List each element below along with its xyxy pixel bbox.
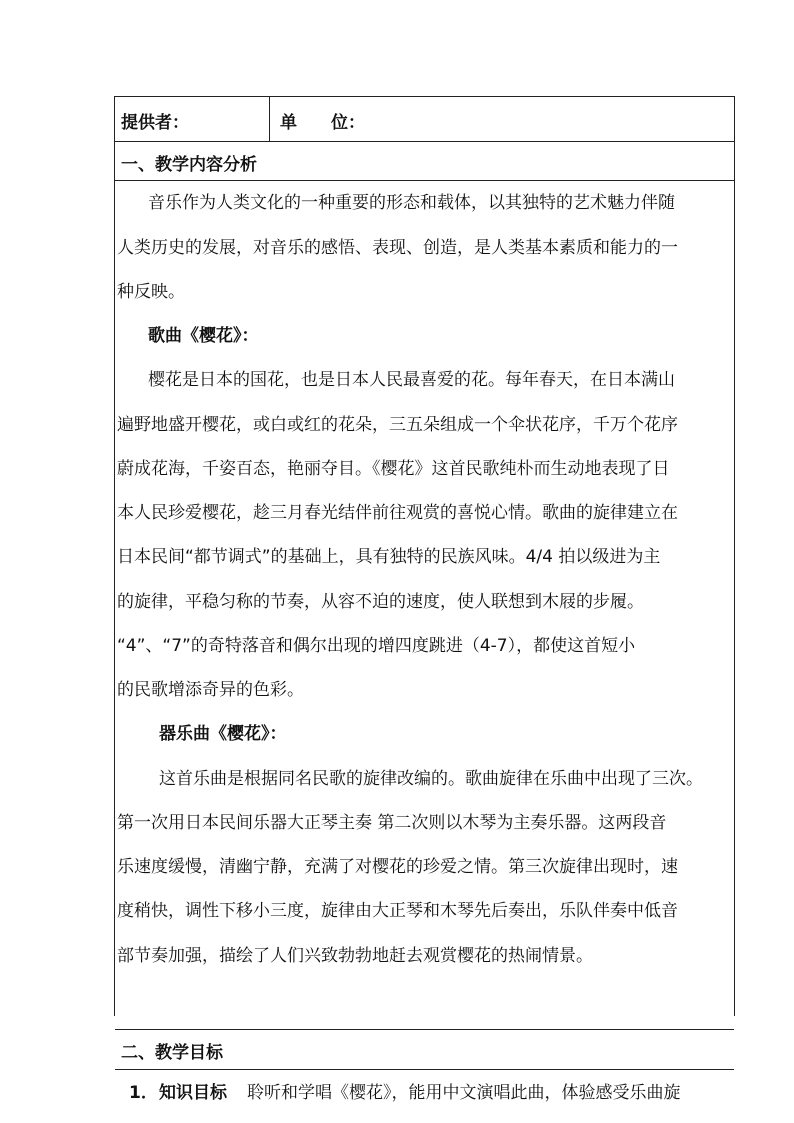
song-line: 的旋律，平稳匀称的节奏，从容不迫的速度，使人联想到木屐的步履。 xyxy=(117,592,644,612)
instrumental-line: 度稍快，调性下移小三度，旋律由大正琴和木琴先后奏出，乐队伴奏中低音 xyxy=(117,901,678,921)
section1-title: 一、教学内容分析 xyxy=(121,155,257,175)
instrumental-line: 第一次用日本民间乐器大正琴主奏 第二次则以木琴为主奏乐器。这两段音 xyxy=(117,813,667,833)
intro-line: 音乐作为人类文化的一种重要的形态和载体，以其独特的艺术魅力伴随 xyxy=(148,193,675,213)
provider-label: 提供者： xyxy=(121,113,189,133)
unit-label: 单 位： xyxy=(280,113,365,133)
song-line: 蔚成花海，千姿百态，艳丽夺目。《樱花》这首民歌纯朴而生动地表现了日 xyxy=(117,459,670,479)
header-row xyxy=(115,97,734,142)
objective-label: 知识目标 xyxy=(159,1083,227,1103)
song-line: 本人民珍爱樱花，趁三月春光结伴前往观赏的喜悦心情。歌曲的旋律建立在 xyxy=(117,503,678,523)
section1-title-row xyxy=(115,142,734,181)
objective-text: 聆听和学唱《樱花》，能用中文演唱此曲，体验感受乐曲旋 xyxy=(247,1083,681,1103)
section1-content xyxy=(115,181,734,1030)
unit-cell xyxy=(270,97,734,141)
instrumental-line: 乐速度缓慢，清幽宁静，充满了对樱花的珍爱之情。第三次旋律出现时，速 xyxy=(117,857,678,877)
objective-number: 1． xyxy=(129,1083,158,1103)
song-line: “4”、“7”的奇特落音和偶尔出现的增四度跳进（4-7），都使这首短小 xyxy=(117,636,636,656)
provider-cell xyxy=(115,97,270,141)
instrumental-line: 部节奏加强，描绘了人们兴致勃勃地赶去观赏樱花的热闹情景。 xyxy=(117,946,593,966)
song-line: 的民歌增添奇异的色彩。 xyxy=(117,680,304,700)
lesson-plan-table xyxy=(114,96,735,1103)
intro-line: 种反映。 xyxy=(117,282,185,302)
song-line: 日本民间“都节调式”的基础上，具有独特的民族风味。4/4 拍以级进为主 xyxy=(117,547,661,567)
song-line: 遍野地盛开樱花，或白或红的花朵，三五朵组成一个伞状花序，千万个花序 xyxy=(117,415,678,435)
intro-line: 人类历史的发展，对音乐的感悟、表现、创造，是人类基本素质和能力的一 xyxy=(117,238,678,258)
song-heading: 歌曲《樱花》： xyxy=(148,326,259,346)
song-line: 樱花是日本的国花，也是日本人民最喜爱的花。每年春天，在日本满山 xyxy=(148,370,675,390)
objective-row xyxy=(115,1070,734,1120)
instrumental-heading: 器乐曲《樱花》： xyxy=(159,724,287,744)
section2-title-row xyxy=(115,1030,734,1070)
instrumental-line: 这首乐曲是根据同名民歌的旋律改编的。歌曲旋律在乐曲中出现了三次。 xyxy=(159,769,703,789)
section2-title: 二、教学目标 xyxy=(121,1043,223,1063)
